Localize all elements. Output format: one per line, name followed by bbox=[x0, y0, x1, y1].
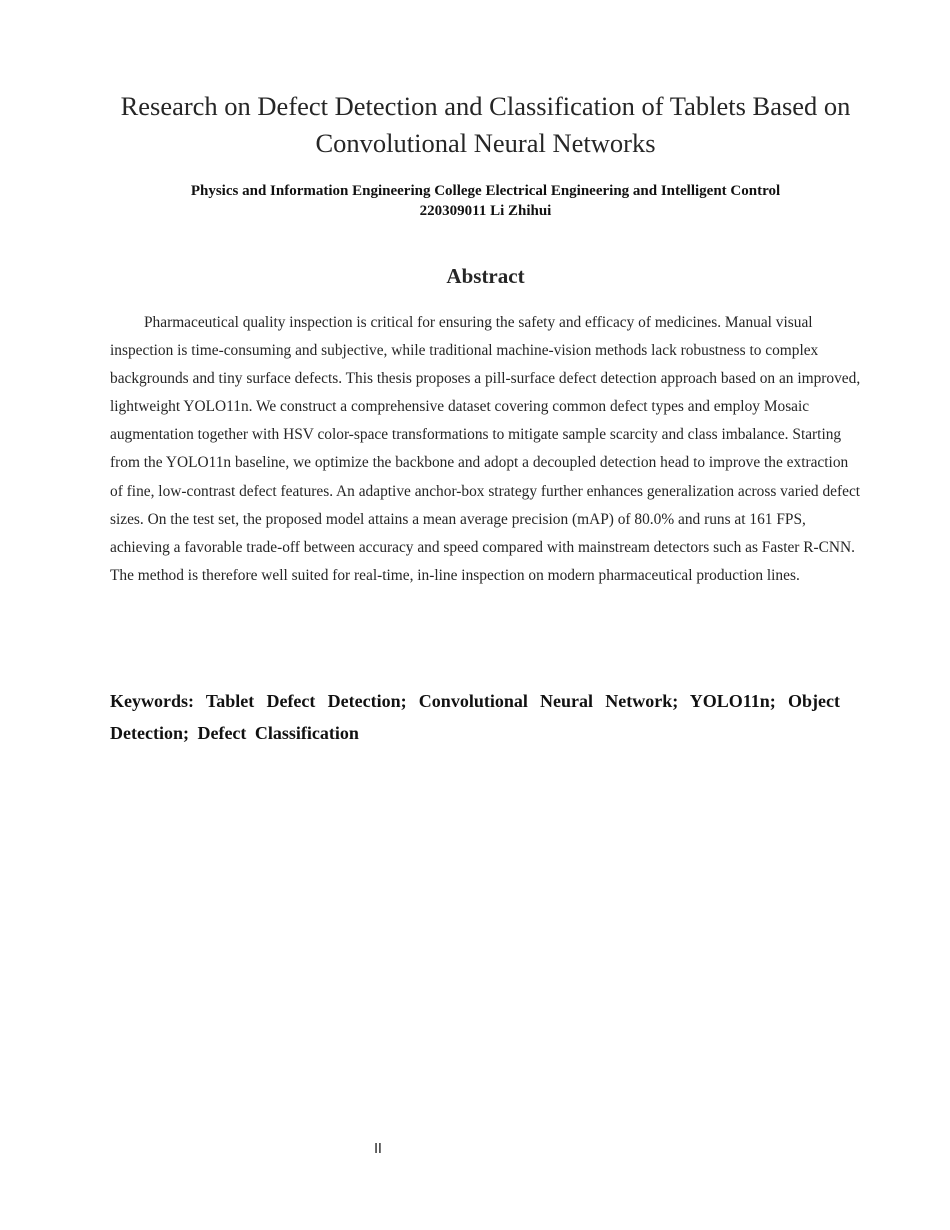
thesis-title: Research on Defect Detection and Classification of Tablets Based on Convolutional Neural Networks bbox=[120, 91, 851, 158]
author-block bbox=[110, 181, 861, 221]
keywords-line: Keywords: Tablet Defect Detection; Convolutional Neural Network; YOLO11n; Object Detection; Defect Classification bbox=[110, 691, 840, 743]
abstract-body: Pharmaceutical quality inspection is critical for ensuring the safety and efficacy of medicines. Manual visual inspection is time-consuming and subjective, while traditional machine-vision methods lack robustness to complex backgrounds and tiny surface defects. This thesis proposes a pill-surface defect detection approach based on an improved, lightweight YOLO11n. We construct a comprehensive dataset covering common defect types and employ Mosaic augmentation together with HSV color-space transformations to mitigate sample scarcity and class imbalance. Starting from the YOLO11n baseline, we optimize the backbone and adopt a decoupled detection head to improve the extraction of fine, low-contrast defect features. An adaptive anchor-box strategy further enhances generalization across varied defect sizes. On the test set, the proposed model attains a mean average precision (mAP) of 80.0% and runs at 161 FPS, achieving a favorable trade-off between accuracy and speed compared with mainstream detectors such as Faster R-CNN. The method is therefore well suited for real-time, in-line inspection on modern pharmaceutical production lines. bbox=[110, 314, 861, 584]
abstract-heading: Abstract bbox=[446, 264, 525, 288]
page-number: II bbox=[374, 1142, 382, 1157]
affiliation-line: Physics and Information Engineering College Electrical Engineering and Intelligent Control bbox=[190, 183, 781, 199]
author-line: 220309011 Li Zhihui bbox=[419, 203, 552, 219]
